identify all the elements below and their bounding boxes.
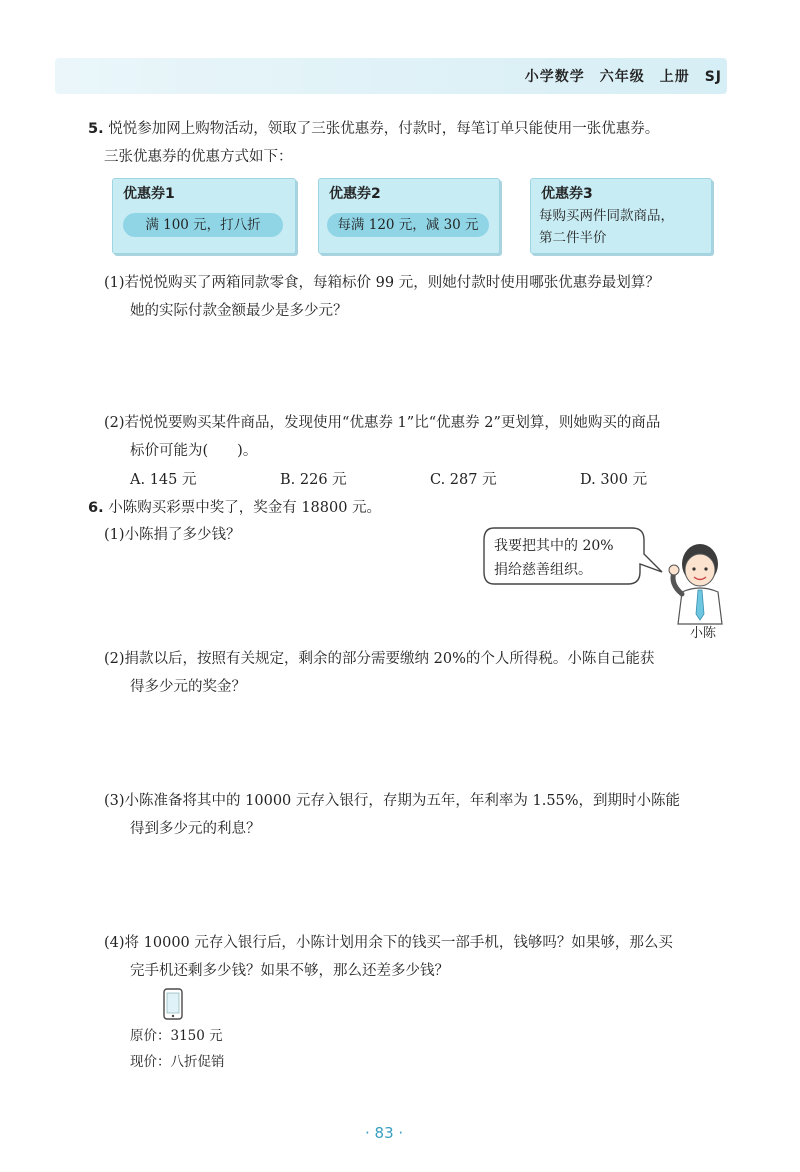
bubble-text <box>494 534 614 582</box>
coupon-1 <box>112 178 296 254</box>
coupon-2-title: 优惠券2 <box>329 186 381 202</box>
coupon-2 <box>318 178 500 254</box>
character-eye-right <box>704 567 707 570</box>
coupon-2-text: 每满 120 元，减 30 元 <box>327 213 489 237</box>
option-c[interactable]: C. 287 元 <box>430 472 497 488</box>
q5-line2: 三张优惠券的优惠方式如下： <box>104 149 293 165</box>
option-b[interactable]: B. 226 元 <box>280 472 347 488</box>
coupon-3-line1: 每购买两件同款商品， <box>539 208 674 224</box>
q5-number: 5. <box>88 121 104 137</box>
q6-sub3-line1: (3)小陈准备将其中的 10000 元存入银行，存期为五年，年利率为 1.55%，到期时小陈能 <box>104 793 681 809</box>
coupon-3-line2: 第二件半价 <box>539 230 607 246</box>
q5-text-1: 悦悦参加网上购物活动，领取了三张优惠券，付款时，每笔订单只能使用一张优惠券。 <box>108 121 660 137</box>
q6-number: 6. <box>88 500 104 516</box>
q6-sub4-line1: (4)将 10000 元存入银行后，小陈计划用余下的钱买一部手机，钱够吗？如果够，那么买 <box>104 935 673 951</box>
character-hand <box>669 565 679 575</box>
bubble-line1: 我要把其中的 20% <box>494 538 614 554</box>
header-title: 小学数学 六年级 上册 SJ <box>524 69 722 85</box>
q5-line1 <box>88 118 659 140</box>
q5-sub1-line2: 她的实际付款金额最少是多少元？ <box>130 303 348 319</box>
price-current: 现价：八折促销 <box>130 1054 225 1070</box>
coupon-3-title: 优惠券3 <box>541 186 593 202</box>
q5-sub1-line1: (1)若悦悦购买了两箱同款零食，每箱标价 99 元，则她付款时使用哪张优惠券最划算？ <box>104 275 660 291</box>
phone-icon <box>162 988 184 1020</box>
character-eye-left <box>692 567 695 570</box>
character-face <box>685 554 715 586</box>
coupon-1-title: 优惠券1 <box>123 186 175 202</box>
q6-sub3-line2: 得到多少元的利息？ <box>130 821 261 837</box>
q6-sub2-line1: (2)捐款以后，按照有关规定，剩余的部分需要缴纳 20%的个人所得税。小陈自己能获 <box>104 651 655 667</box>
option-d[interactable]: D. 300 元 <box>580 472 648 488</box>
q5-sub2-line2: 标价可能为( )。 <box>130 443 258 459</box>
q6-sub4-line2: 完手机还剩多少钱？如果不够，那么还差多少钱？ <box>130 963 449 979</box>
coupon-3-text <box>539 205 674 249</box>
character-name: 小陈 <box>690 626 717 641</box>
option-a[interactable]: A. 145 元 <box>130 472 197 488</box>
q5-sub2-line1: (2)若悦悦要购买某件商品，发现使用“优惠券 1”比“优惠券 2”更划算，则她购买的商品 <box>104 415 661 431</box>
price-original: 原价：3150 元 <box>130 1028 223 1044</box>
coupon-1-text: 满 100 元，打八折 <box>123 213 283 237</box>
q6-sub1: (1)小陈捐了多少钱？ <box>104 527 241 543</box>
q6-text-1: 小陈购买彩票中奖了，奖金有 18800 元。 <box>108 500 382 516</box>
q6-line1 <box>88 497 381 519</box>
page-number: · 83 · <box>365 1124 404 1142</box>
q6-sub2-line2: 得多少元的奖金？ <box>130 679 246 695</box>
coupon-3 <box>530 178 712 254</box>
q5-options <box>0 468 800 492</box>
bubble-line2: 捐给慈善组织。 <box>494 562 592 578</box>
